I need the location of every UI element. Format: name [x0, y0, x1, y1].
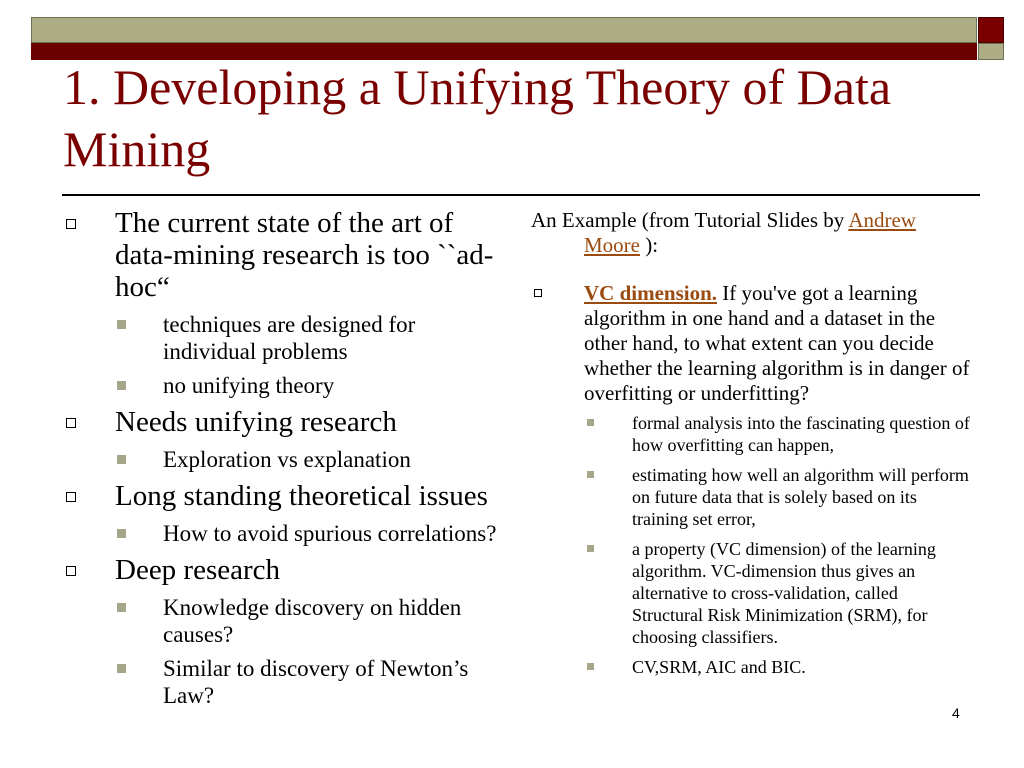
- header-bar-olive: [31, 17, 977, 43]
- bullet-item: [62, 554, 502, 586]
- hollow-square-bullet-icon: [66, 219, 76, 229]
- sub-bullet-item: [531, 538, 971, 648]
- slide-title: 1. Developing a Unifying Theory of Data Mining: [63, 59, 892, 177]
- intro-text: An Example (from Tutorial Slides by: [531, 208, 849, 232]
- sub-bullet-item: [62, 311, 502, 365]
- sub-bullet-item: [62, 446, 502, 473]
- bullet-item: [62, 480, 502, 512]
- hollow-square-bullet-icon: [66, 492, 76, 502]
- corner-square-red: [978, 17, 1004, 43]
- filled-square-bullet-icon: [117, 603, 126, 612]
- hollow-square-bullet-icon: [534, 289, 542, 297]
- vc-dimension-text: If you've got a learning algorithm in one hand and a dataset in the other hand, to what extent can you decide whether the learning algorithm is in danger of overfitting or underfitting?: [584, 281, 970, 405]
- filled-square-bullet-icon: [117, 381, 126, 390]
- bullet-text: Needs unifying research: [115, 406, 397, 438]
- filled-square-bullet-icon: [587, 663, 594, 670]
- andrew-moore-link[interactable]: Andrew Moore: [584, 208, 916, 257]
- sub-bullet-item: [531, 412, 971, 456]
- sub-bullet-text: no unifying theory: [163, 373, 335, 398]
- filled-square-bullet-icon: [587, 419, 594, 426]
- sub-bullet-text: formal analysis into the fascinating question of how overfitting can happen,: [632, 413, 970, 455]
- hollow-square-bullet-icon: [66, 418, 76, 428]
- filled-square-bullet-icon: [117, 664, 126, 673]
- sub-bullet-item: [62, 594, 502, 648]
- sub-bullet-text: Exploration vs explanation: [163, 447, 411, 472]
- vc-dimension-link[interactable]: VC dimension.: [584, 281, 718, 305]
- example-intro: [531, 208, 971, 258]
- intro-text-end: ):: [640, 233, 659, 257]
- sub-bullet-text: a property (VC dimension) of the learning algorithm. VC-dimension thus gives an alternative to cross-validation, called Structural Risk Minimization (SRM), for choosing classifiers.: [632, 539, 936, 647]
- sub-bullet-text: techniques are designed for individual problems: [163, 312, 416, 364]
- bullet-text: Deep research: [115, 554, 281, 586]
- sub-bullet-text: How to avoid spurious correlations?: [163, 521, 497, 546]
- filled-square-bullet-icon: [117, 529, 126, 538]
- sub-bullet-text: CV,SRM, AIC and BIC.: [632, 657, 806, 677]
- bullet-item: [62, 207, 502, 303]
- sub-bullet-text: Similar to discovery of Newton’s Law?: [163, 656, 469, 708]
- sub-bullet-item: [531, 656, 971, 678]
- corner-square-olive: [978, 43, 1004, 60]
- sub-bullet-text: Knowledge discovery on hidden causes?: [163, 595, 462, 647]
- left-column: [62, 207, 502, 716]
- sub-bullet-item: [62, 520, 502, 547]
- right-column: [531, 208, 971, 686]
- sub-bullet-item: [531, 464, 971, 530]
- filled-square-bullet-icon: [587, 545, 594, 552]
- vc-dimension-item: [531, 281, 971, 406]
- bullet-item: [62, 406, 502, 438]
- sub-bullet-item: [62, 655, 502, 709]
- sub-bullet-text: estimating how well an algorithm will perform on future data that is solely based on its training set error,: [632, 465, 969, 529]
- title-divider: [62, 194, 980, 196]
- bullet-text: Long standing theoretical issues: [115, 480, 488, 512]
- sub-bullet-item: [62, 372, 502, 399]
- slide-number: 4: [952, 705, 960, 721]
- bullet-text: The current state of the art of data-mining research is too ``ad-hoc“: [115, 207, 494, 303]
- filled-square-bullet-icon: [117, 455, 126, 464]
- filled-square-bullet-icon: [587, 471, 594, 478]
- hollow-square-bullet-icon: [66, 566, 76, 576]
- filled-square-bullet-icon: [117, 320, 126, 329]
